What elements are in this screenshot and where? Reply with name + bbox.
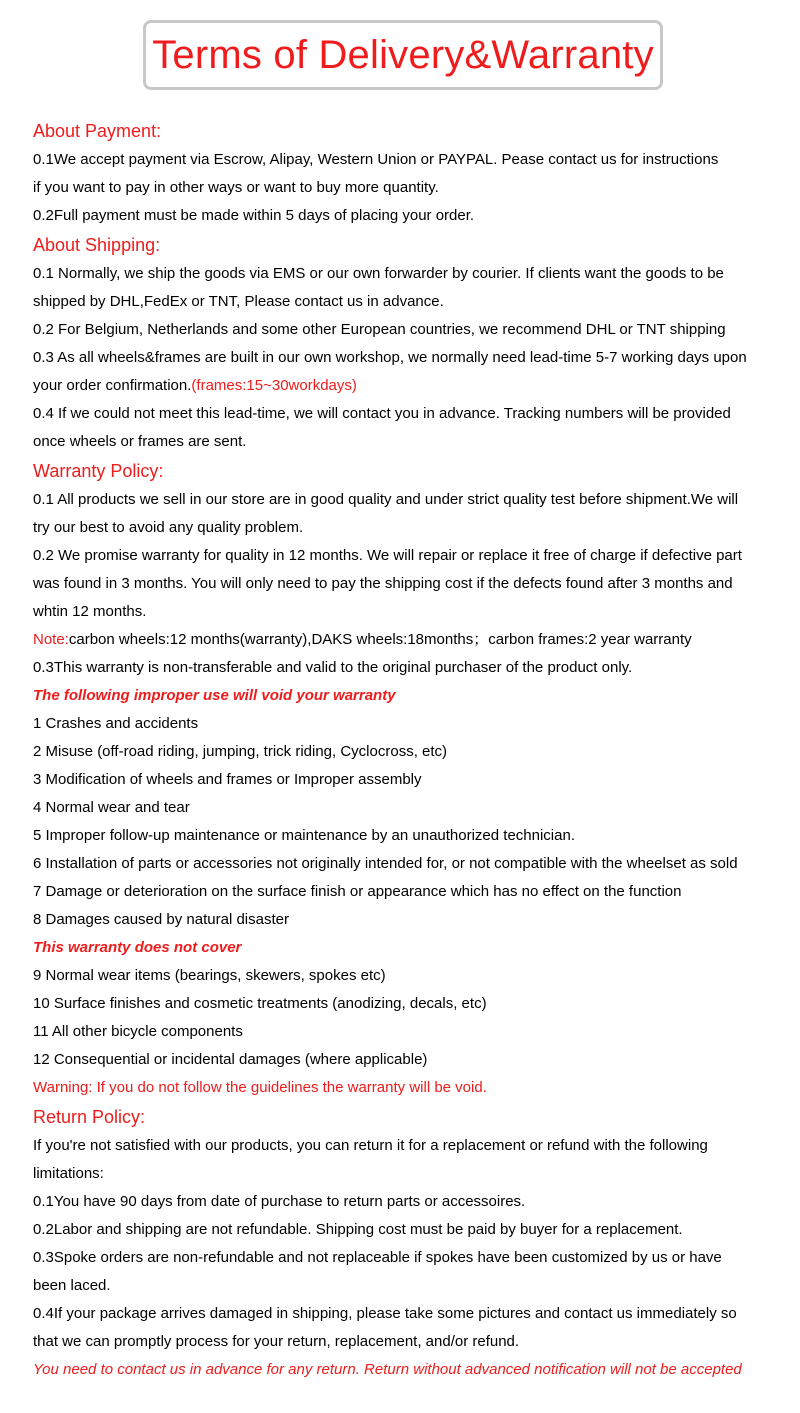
warranty-line: 0.3This warranty is non-transferable and valid to the original purchaser of the product only.	[33, 659, 633, 676]
payment-line: if you want to pay in other ways or want to buy more quantity.	[33, 179, 439, 196]
list-item: 6 Installation of parts or accessories not originally intended for, or not compatible with the wheelset as sold	[33, 855, 738, 872]
list-item: 4 Normal wear and tear	[33, 799, 190, 816]
return-line: 0.1You have 90 days from date of purchase to return parts or accessoires.	[33, 1193, 526, 1210]
return-line: been laced.	[33, 1277, 111, 1294]
shipping-line	[33, 372, 795, 400]
return-line: 0.4If your package arrives damaged in shipping, please take some pictures and contact us immediately so	[33, 1305, 737, 1322]
shipping-heading: About Shipping:	[33, 235, 161, 255]
not-covered-heading: This warranty does not cover	[33, 939, 242, 956]
warranty-heading: Warranty Policy:	[33, 461, 164, 481]
shipping-line: 0.4 If we could not meet this lead-time, we will contact you in advance. Tracking numbers will be provided	[33, 405, 731, 422]
return-final-note: You need to contact us in advance for any return. Return without advanced notification will not be accepted	[33, 1361, 742, 1378]
list-item: 5 Improper follow-up maintenance or maintenance by an unauthorized technician.	[33, 827, 575, 844]
shipping-line: once wheels or frames are sent.	[33, 433, 247, 450]
return-line: 0.3Spoke orders are non-refundable and not replaceable if spokes have been customized by us or have	[33, 1249, 722, 1266]
warranty-note	[33, 626, 795, 654]
shipping-line-text: your order confirmation.	[33, 377, 192, 394]
return-heading: Return Policy:	[33, 1107, 146, 1127]
payment-heading: About Payment:	[33, 121, 162, 141]
shipping-line: 0.1 Normally, we ship the goods via EMS or our own forwarder by courier. If clients want the goods to be	[33, 265, 724, 282]
list-item: 12 Consequential or incidental damages (where applicable)	[33, 1051, 428, 1068]
list-item: 7 Damage or deterioration on the surface finish or appearance which has no effect on the function	[33, 883, 682, 900]
list-item: 8 Damages caused by natural disaster	[33, 911, 289, 928]
payment-line: 0.1We accept payment via Escrow, Alipay, Western Union or PAYPAL. Pease contact us for instructions	[33, 151, 719, 168]
shipping-line: 0.3 As all wheels&frames are built in our own workshop, we normally need lead-time 5-7 working days upon	[33, 349, 747, 366]
list-item: 11 All other bicycle components	[33, 1023, 243, 1040]
warranty-line: was found in 3 months. You will only need to pay the shipping cost if the defects found after 3 months and	[33, 575, 733, 592]
return-line: 0.2Labor and shipping are not refundable. Shipping cost must be paid by buyer for a replacement.	[33, 1221, 683, 1238]
payment-line: 0.2Full payment must be made within 5 days of placing your order.	[33, 207, 475, 224]
return-line: limitations:	[33, 1165, 104, 1182]
list-item: 9 Normal wear items (bearings, skewers, spokes etc)	[33, 967, 386, 984]
note-text: carbon wheels:12 months(warranty),DAKS wheels:18months；carbon frames:2 year warranty	[68, 631, 692, 648]
warranty-line: whtin 12 months.	[33, 603, 147, 620]
warranty-line: 0.1 All products we sell in our store are in good quality and under strict quality test before shipment.We will	[33, 491, 739, 508]
list-item: 3 Modification of wheels and frames or Improper assembly	[33, 771, 422, 788]
terms-content	[33, 116, 795, 1384]
warranty-warning: Warning: If you do not follow the guidelines the warranty will be void.	[33, 1079, 487, 1096]
list-item: 10 Surface finishes and cosmetic treatments (anodizing, decals, etc)	[33, 995, 487, 1012]
return-line: that we can promptly process for your return, replacement, and/or refund.	[33, 1333, 520, 1350]
shipping-line: shipped by DHL,FedEx or TNT, Please contact us in advance.	[33, 293, 444, 310]
list-item: 1 Crashes and accidents	[33, 715, 199, 732]
improper-use-heading: The following improper use will void your warranty	[33, 687, 396, 704]
title-box	[143, 20, 663, 90]
page-title: Terms of Delivery&Warranty	[152, 32, 654, 77]
list-item: 2 Misuse (off-road riding, jumping, trick riding, Cyclocross, etc)	[33, 743, 448, 760]
return-line: If you're not satisfied with our products, you can return it for a replacement or refund with the following	[33, 1137, 708, 1154]
note-label: Note:	[33, 631, 69, 648]
warranty-line: 0.2 We promise warranty for quality in 12 months. We will repair or replace it free of charge if defective part	[33, 547, 742, 564]
shipping-line: 0.2 For Belgium, Netherlands and some other European countries, we recommend DHL or TNT shipping	[33, 321, 726, 338]
frames-leadtime-note: (frames:15~30workdays)	[191, 377, 357, 394]
warranty-line: try our best to avoid any quality problem.	[33, 519, 304, 536]
